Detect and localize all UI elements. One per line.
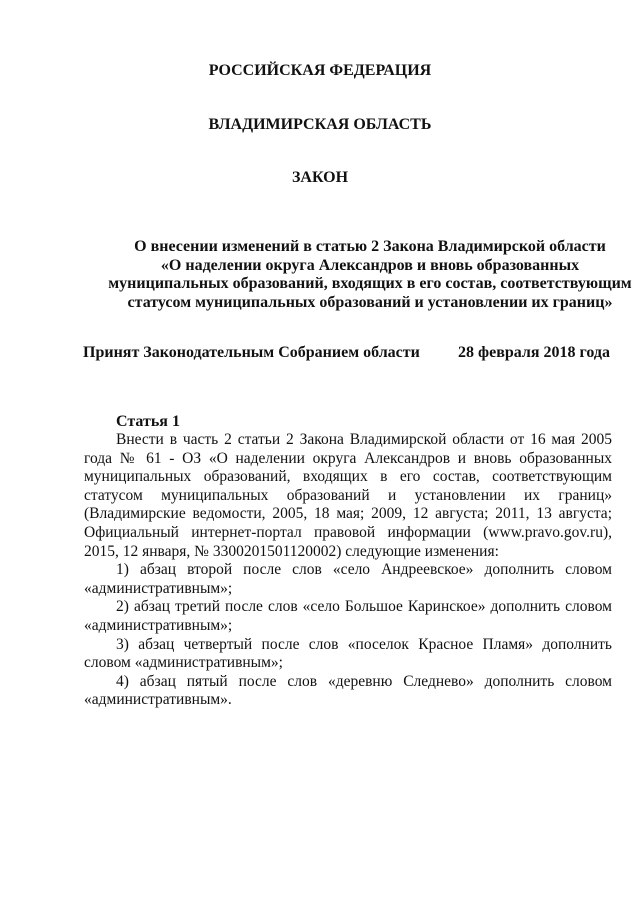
law-title bbox=[100, 238, 640, 312]
article-body bbox=[84, 431, 612, 710]
adopting-body: Принят Законодательным Собранием области bbox=[83, 344, 420, 361]
amendment-item: 1) абзац второй после слов «село Андреевское» дополнить словом «административным»; bbox=[84, 561, 612, 597]
amendment-item: 4) абзац пятый после слов «деревню Следнево» дополнить словом «административным». bbox=[84, 672, 612, 709]
law-title-line: муниципальных образований, входящих в его состав, соответствующим bbox=[108, 275, 632, 292]
amendment-item: 2) абзац третий после слов «село Большое Каринское» дополнить словом «административным»; bbox=[84, 598, 612, 634]
country-heading: РОССИЙСКАЯ ФЕДЕРАЦИЯ bbox=[208, 62, 432, 79]
law-title-line: «О наделении округа Александров и вновь образованных bbox=[160, 256, 580, 274]
law-title-line: статусом муниципальных образований и установлении их границ» bbox=[127, 293, 613, 311]
amendment-item: 3) абзац четвертый после слов «поселок Красное Пламя» дополнить словом «административным»; bbox=[84, 635, 612, 672]
article-intro-paragraph: Внести в часть 2 статьи 2 Закона Владимирской области от 16 мая 2005 года № 61 - ОЗ «О наделении округа Александров и вновь образованных муниципальных образований, входящих в его состав, соответствующим статусом муниципальных образований и установлении их границ» (Владимирские ведомости, 2005, 18 мая; 2009, 12 августа; 2011, 13 августа; Официальный интернет-портал правовой информации (www.pravo.gov.ru), 2015, 12 января, № 3300201501120002) следующие изменения: bbox=[84, 431, 612, 560]
adoption-line bbox=[83, 343, 610, 363]
document-type-heading: ЗАКОН bbox=[291, 169, 349, 186]
adoption-date: 28 февраля 2018 года bbox=[458, 344, 610, 361]
law-title-line: О внесении изменений в статью 2 Закона Владимирской области bbox=[134, 238, 606, 255]
region-heading: ВЛАДИМИРСКАЯ ОБЛАСТЬ bbox=[208, 116, 432, 133]
article-heading: Статья 1 bbox=[116, 413, 180, 430]
